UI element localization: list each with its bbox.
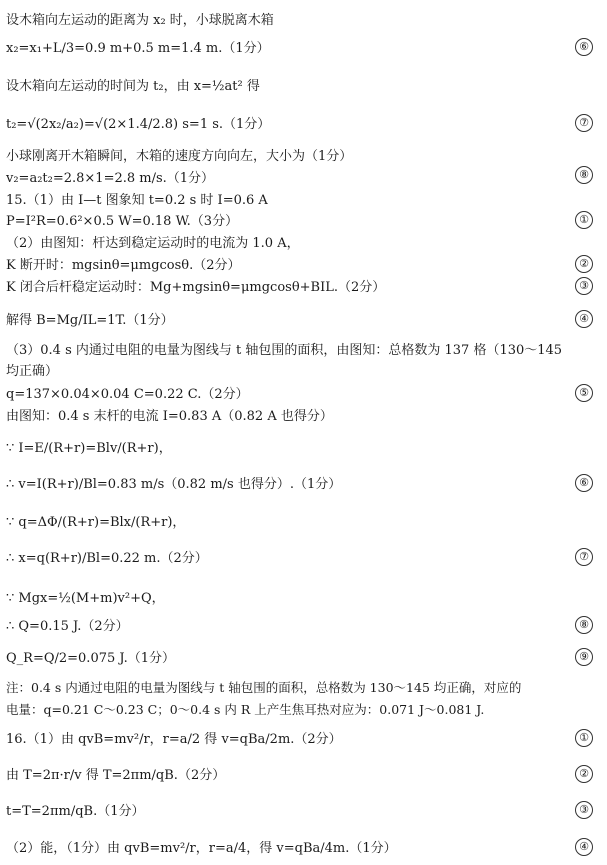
text-line: 设木箱向左运动的时间为 t₂，由 x=½at² 得 (6, 79, 260, 94)
text-line: 小球刚离开木箱瞬间，木箱的速度方向向左，大小为（1分） (6, 149, 353, 164)
text-line: ∵ I=E/(R+r)=Blv/(R+r)， (6, 441, 172, 456)
equation-marker: ⑧ (575, 166, 593, 184)
equation-marker: ① (575, 729, 593, 747)
text-line: x₂=x₁+L/3=0.9 m+0.5 m=1.4 m.（1分） (6, 41, 270, 56)
text-line: Q_R=Q/2=0.075 J.（1分） (6, 651, 175, 666)
equation-marker: ④ (575, 838, 593, 856)
equation-marker: ② (575, 255, 593, 273)
text-line: （2）由图知：杆达到稳定运动时的电流为 1.0 A， (6, 236, 300, 251)
text-line: 16.（1）由 qvB=mv²/r，r=a/2 得 v=qBa/2m.（2分） (6, 732, 342, 747)
text-line: ∴ Q=0.15 J.（2分） (6, 619, 129, 634)
text-line: t₂=√(2x₂/a₂)=√(2×1.4/2.8) s=1 s.（1分） (6, 117, 271, 132)
equation-marker: ⑦ (575, 114, 593, 132)
equation-marker: ⑦ (575, 548, 593, 566)
equation-marker: ③ (575, 801, 593, 819)
text-line: （3）0.4 s 内通过电阻的电量为图线与 t 轴包围的面积，由图知：总格数为 137 格（130～145 (6, 343, 563, 358)
equation-marker: ③ (575, 277, 593, 295)
equation-marker: ② (575, 765, 593, 783)
text-line: P=I²R=0.6²×0.5 W=0.18 W.（3分） (6, 214, 239, 229)
text-line: t=T=2πm/qB.（1分） (6, 804, 145, 819)
text-line: 设木箱向左运动的距离为 x₂ 时，小球脱离木箱 (6, 13, 274, 28)
text-line: 15.（1）由 I—t 图象知 t=0.2 s 时 I=0.6 A (6, 193, 268, 208)
text-line: 电量：q=0.21 C～0.23 C；0～0.4 s 内 R 上产生焦耳热对应为：0.071 J～0.081 J. (6, 702, 485, 717)
text-line: ∵ q=ΔΦ/(R+r)=Blx/(R+r)， (6, 515, 186, 530)
text-line: ∴ x=q(R+r)/Bl=0.22 m.（2分） (6, 551, 208, 566)
text-line: 均正确） (6, 364, 59, 379)
text-line: 解得 B=Mg/IL=1T.（1分） (6, 313, 174, 328)
text-line: K 闭合后杆稳定运动时：Mg+mgsinθ=μmgcosθ+BIL.（2分） (6, 280, 386, 295)
text-line: 由 T=2π·r/v 得 T=2πm/qB.（2分） (6, 768, 226, 783)
equation-marker: ⑥ (575, 474, 593, 492)
equation-marker: ⑥ (575, 38, 593, 56)
text-line: ∴ v=I(R+r)/Bl=0.83 m/s（0.82 m/s 也得分）.（1分） (6, 477, 342, 492)
equation-marker: ④ (575, 310, 593, 328)
text-line: 注：0.4 s 内通过电阻的电量为图线与 t 轴包围的面积，总格数为 130～145 均正确，对应的 (6, 680, 522, 695)
text-line: v₂=a₂t₂=2.8×1=2.8 m/s.（1分） (6, 171, 215, 186)
equation-marker: ⑧ (575, 616, 593, 634)
equation-marker: ① (575, 211, 593, 229)
text-line: ∵ Mgx=½(M+m)v²+Q， (6, 591, 165, 606)
text-line: （2）能，（1分）由 qvB=mv²/r，r=a/4，得 v=qBa/4m.（1分） (6, 841, 397, 856)
equation-marker: ⑤ (575, 384, 593, 402)
text-line: K 断开时：mgsinθ=μmgcosθ.（2分） (6, 258, 241, 273)
text-line: q=137×0.04×0.04 C=0.22 C.（2分） (6, 387, 249, 402)
equation-marker: ⑨ (575, 648, 593, 666)
text-line: 由图知：0.4 s 末杆的电流 I=0.83 A（0.82 A 也得分） (6, 409, 333, 424)
